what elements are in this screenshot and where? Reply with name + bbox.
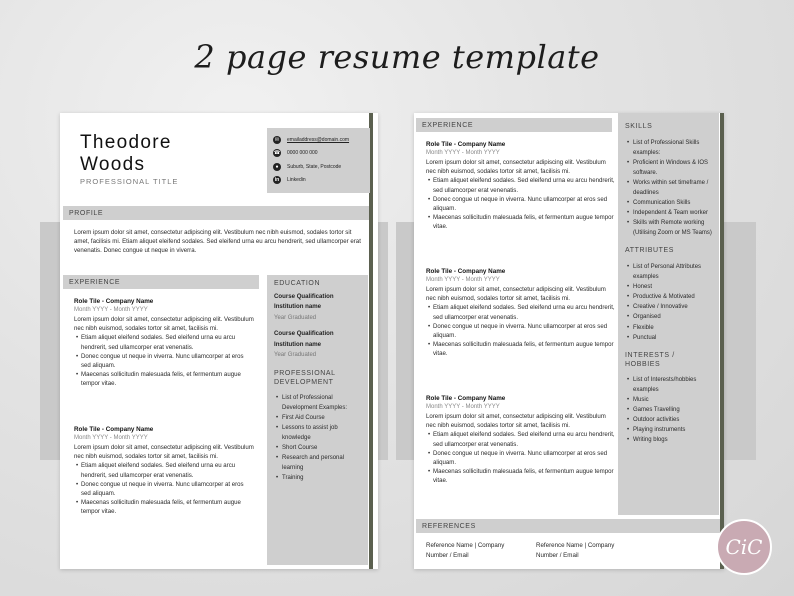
attribute-item: • Honest [625,282,712,292]
email-icon: ✉ [274,136,280,143]
role-bullet: • Etiam aliquet eleifend sodales. Sed eleifend urna eu arcu hendrerit, sed ullamcorper erat venenatis. [426,176,616,194]
role-bullet: • Etiam aliquet eleifend sodales. Sed eleifend urna eu arcu hendrerit, sed ullamcorper erat venenatis. [426,303,616,321]
pd-item: • Research and personal learning [274,453,361,473]
role-block [426,394,616,486]
contact-linkedin[interactable]: Linkedin [287,177,306,184]
role-bullets [426,430,616,485]
education-entry [274,292,361,324]
interest-item: • Games Travelling [625,405,712,415]
side-column [267,275,368,565]
role-title: Role Tile - Company Name [74,298,154,305]
role-bullets [426,176,616,231]
institution-name: Institution name [274,340,322,348]
experience-heading: EXPERIENCE [63,275,259,289]
role-bullets [426,303,616,358]
attributes-list [625,262,712,343]
role-title: Role Tile - Company Name [426,395,506,402]
name-first: Theodore [80,132,172,153]
contact-row [273,160,364,174]
role-bullet: • Maecenas sollicitudin malesuada felis, et fermentum augue tempor vitae. [74,498,254,516]
interest-item: • Outdoor activities [625,415,712,425]
pd-item: • List of Professional Development Examples: [274,393,361,413]
role-block [426,267,616,359]
skill-item: • Skills with Remote working (Utilising Zoom or MS Teams) [625,218,712,238]
skill-item: • Communication Skills [625,198,712,208]
resume-page-2 [414,113,724,569]
location-pin-icon: ● [273,163,281,171]
reference-name: Reference Name | Company [536,542,615,549]
role-bullet: • Maecenas sollicitudin malesuada felis, et fermentum augue tempor vitae. [426,213,616,231]
attribute-item: • Creative / Innovative [625,302,712,312]
pd-heading-line: DEVELOPMENT [274,379,334,386]
profile-heading: PROFILE [63,206,369,220]
reference-entry [536,541,641,561]
resume-page-1 [60,113,378,569]
name-last: Woods [80,154,146,175]
role-title: Role Tile - Company Name [426,268,506,275]
experience-heading: EXPERIENCE [416,118,612,132]
role-dates: Month YYYY - Month YYYY [426,404,500,410]
interests-list [625,375,712,446]
role-bullets [74,333,254,388]
role-bullet: • Maecenas sollicitudin malesuada felis, et fermentum augue tempor vitae. [74,370,254,388]
contact-location: Suburb, State, Postcode [287,163,342,170]
role-summary: Lorem ipsum dolor sit amet, consectetur adipiscing elit. Vestibulum nec nibh euismod, sodales tortor sit amet, facilisis mi. [426,159,606,176]
role-title: Role Tile - Company Name [74,426,154,433]
contact-email[interactable]: emailaddress@domain.com [287,136,350,143]
interest-item: • Writing blogs [625,435,712,445]
role-dates: Month YYYY - Month YYYY [74,435,148,441]
role-bullet: • Etiam aliquet eleifend sodales. Sed eleifend urna eu arcu hendrerit, sed ullamcorper erat venenatis. [74,461,254,479]
skill-item: • Independent & Team worker [625,208,712,218]
role-block [426,140,616,232]
role-dates: Month YYYY - Month YYYY [74,307,148,313]
contact-row [273,174,364,188]
role-bullet: • Donec congue ut neque in viverra. Nunc ullamcorper at eros sed aliquam. [426,322,616,340]
reference-name: Reference Name | Company [426,542,505,549]
year-graduated: Year Graduated [274,352,317,358]
pd-heading [274,369,361,388]
interest-item: • Playing instruments [625,425,712,435]
role-block [74,297,254,389]
candidate-name [80,132,172,176]
course-qualification: Course Qualification [274,292,334,300]
role-bullet: • Maecenas sollicitudin malesuada felis, et fermentum augue tempor vitae. [426,340,616,358]
attribute-item: • List of Personal Attributes examples [625,262,712,282]
logo-text: CiC [725,535,763,559]
attribute-item: • Flexible [625,323,712,333]
side-column [618,113,719,515]
profile-text: Lorem ipsum dolor sit amet, consectetur adipiscing elit. Vestibulum nec nibh euismod, sodales tortor sit amet, facilisis mi. Etiam aliquet eleifend sodales. Sed eleifend urna eu arcu hendrerit, sed ullamcorper erat venenatis. Donec congue ut neque in viverra. [74,229,361,255]
interests-heading-line: HOBBIES [625,361,661,369]
interests-heading-line: INTERESTS / [625,351,675,359]
role-summary: Lorem ipsum dolor sit amet, consectetur adipiscing elit. Vestibulum nec nibh euismod, sodales tortor sit amet, facilisis mi. [426,286,606,303]
contact-row [273,147,364,161]
education-entry [274,329,361,361]
reference-contact: Number / Email [536,552,579,559]
pd-item: • Short Course [274,443,361,453]
role-dates: Month YYYY - Month YYYY [426,277,500,283]
education-heading: EDUCATION [274,280,321,287]
role-bullets [74,461,254,516]
interest-item: • List of Interests/hobbies examples [625,375,712,395]
pd-heading-line: PROFESSIONAL [274,369,336,377]
skill-item: • Proficient in Windows & IOS software. [625,158,712,178]
banner-title: 2 page resume template [194,38,600,76]
role-bullet: • Etiam aliquet eleifend sodales. Sed eleifend urna eu arcu hendrerit, sed ullamcorper erat venenatis. [426,430,616,448]
attributes-heading: ATTRIBUTES [625,247,675,255]
phone-icon: ☎ [273,150,281,157]
course-qualification: Course Qualification [274,330,334,337]
pd-item: • First Aid Course [274,413,361,423]
institution-name: Institution name [274,303,322,310]
attribute-item: • Productive & Motivated [625,292,712,302]
role-bullet: • Etiam aliquet eleifend sodales. Sed eleifend urna eu arcu hendrerit, sed ullamcorper erat venenatis. [74,333,254,351]
role-bullet: • Donec congue ut neque in viverra. Nunc ullamcorper at eros sed aliquam. [74,480,254,498]
accent-line [720,113,724,569]
pd-item: • Lessons to assist job knowledge [274,423,361,443]
contact-row [273,133,364,147]
interest-item: • Music [625,395,712,405]
skill-item: • Works within set timeframe / deadlines [625,178,712,198]
linkedin-icon: in [274,177,280,184]
pd-item: • Training [274,473,361,483]
brand-logo [716,519,772,575]
role-summary: Lorem ipsum dolor sit amet, consectetur adipiscing elit. Vestibulum nec nibh euismod, sodales tortor sit amet, facilisis mi. [74,316,254,333]
reference-entry [426,541,531,561]
role-bullet: • Donec congue ut neque in viverra. Nunc ullamcorper at eros sed aliquam. [74,352,254,370]
skills-heading: SKILLS [625,123,653,130]
reference-contact: Number / Email [426,552,469,559]
year-graduated: Year Graduated [274,314,317,321]
attribute-item: • Punctual [625,333,712,343]
interests-heading [625,351,712,370]
role-title: Role Tile - Company Name [426,141,506,148]
references-heading: REFERENCES [416,519,720,533]
role-summary: Lorem ipsum dolor sit amet, consectetur adipiscing elit. Vestibulum nec nibh euismod, sodales tortor sit amet, facilisis mi. [74,444,254,461]
role-block [74,425,254,517]
attribute-item: • Organised [625,312,712,322]
role-bullet: • Donec congue ut neque in viverra. Nunc ullamcorper at eros sed aliquam. [426,195,616,213]
contact-box [267,128,370,193]
pd-list [274,393,361,484]
role-bullet: • Donec congue ut neque in viverra. Nunc ullamcorper at eros sed aliquam. [426,449,616,467]
role-dates: Month YYYY - Month YYYY [426,150,500,156]
skill-item: • List of Professional Skills examples: [625,138,712,158]
contact-phone: 0000 000 000 [287,150,318,157]
role-bullet: • Maecenas sollicitudin malesuada felis, et fermentum augue tempor vitae. [426,467,616,485]
skills-list [625,138,712,239]
professional-title: PROFESSIONAL TITLE [80,177,179,186]
role-summary: Lorem ipsum dolor sit amet, consectetur adipiscing elit. Vestibulum nec nibh euismod, sodales tortor sit amet, facilisis mi. [426,413,606,430]
